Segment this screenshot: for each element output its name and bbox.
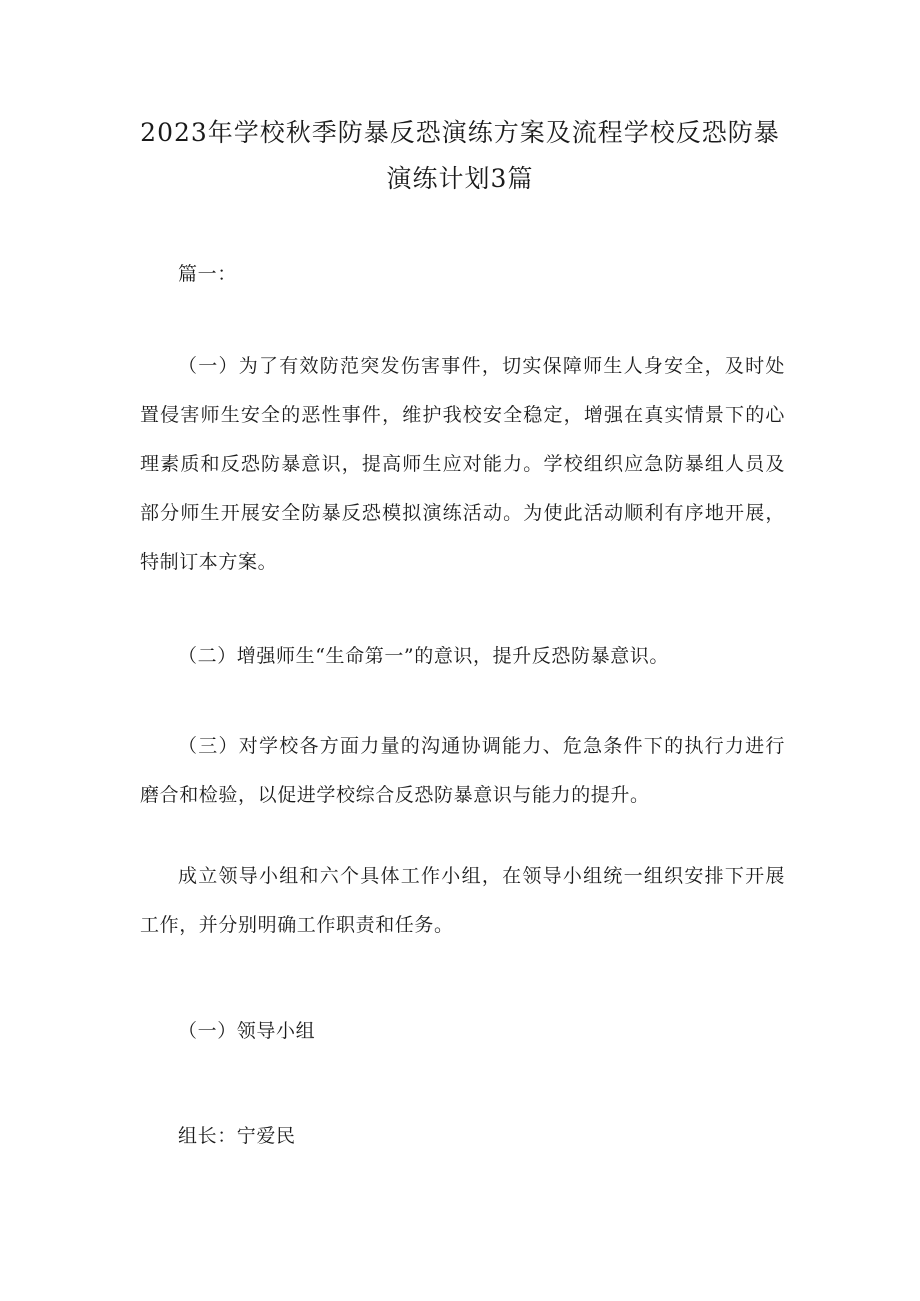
subsection-heading: （一）领导小组 — [178, 1020, 316, 1042]
paragraph-leader: 组长：宁爱民 — [178, 1125, 296, 1147]
paragraph-organization: 成立领导小组和六个具体工作小组，在领导小组统一组织安排下开展工作，并分别明确工作职责和任务。 — [140, 865, 785, 936]
paragraph-coordination: （三）对学校各方面力量的沟通协调能力、危急条件下的执行力进行磨合和检验，以促进学校综合反恐防暴意识与能力的提升。 — [140, 735, 785, 806]
document-title: 2023年学校秋季防暴反恐演练方案及流程学校反恐防暴演练计划3篇 — [140, 118, 780, 193]
section-heading: 篇一： — [178, 263, 237, 285]
paragraph-purpose: （一）为了有效防范突发伤害事件，切实保障师生人身安全，及时处置侵害师生安全的恶性事件，维护我校安全稳定，增强在真实情景下的心理素质和反恐防暴意识，提高师生应对能力。学校组织应急防暴组人员及部分师生开展安全防暴反恐模拟演练活动。为使此活动顺利有序地开展，特制订本方案。 — [140, 355, 785, 573]
paragraph-awareness: （二）增强师生“生命第一”的意识，提升反恐防暴意识。 — [178, 645, 670, 667]
